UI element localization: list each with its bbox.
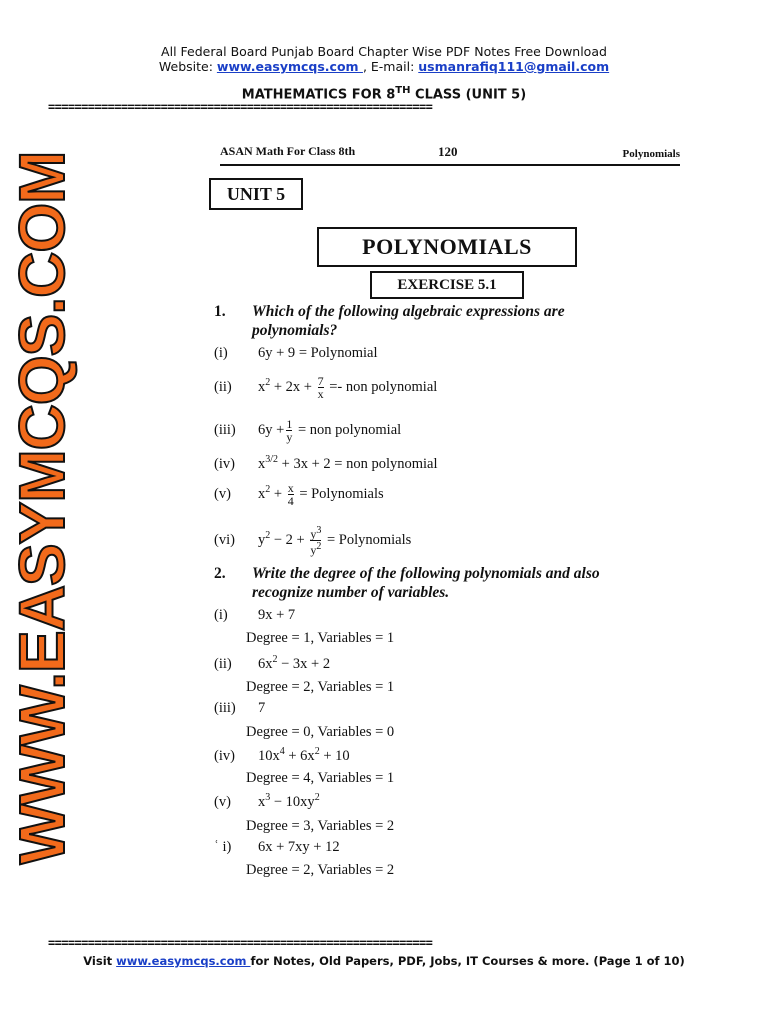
q2-result: Degree = 2, Variables = 2	[246, 862, 395, 878]
website-label: Website:	[158, 59, 217, 74]
item-label: ʿ i)	[214, 839, 232, 855]
unit-box: UNIT 5	[209, 178, 303, 210]
q1-item: (vi) $y^2 - 2$ + $\frac{y^3}{y^2}$ = Polynomials	[214, 525, 412, 557]
q2-result: Degree = 3, Variables = 2	[246, 818, 395, 834]
question-text-cont: recognize number of variables.	[252, 584, 450, 601]
fraction: $\frac{x}{4}$	[287, 481, 294, 508]
item-label: (iv)	[214, 455, 235, 472]
q2-result: Degree = 1, Variables = 1	[246, 630, 395, 646]
q2-result: Degree = 0, Variables = 0	[246, 724, 395, 740]
item-expression: 6x + 7xy + 12	[258, 839, 340, 855]
q2-item: (ii) $6x^2 - 3x + 2$	[214, 654, 331, 672]
fraction: $\frac{y^3}{y^2}$	[310, 525, 322, 557]
item-answer: =- non polynomial	[329, 378, 438, 395]
item-answer: = Polynomial	[298, 345, 378, 361]
question-number: 1.	[214, 303, 226, 320]
item-expression: x	[258, 378, 266, 395]
bottom-divider: ==========================================================	[48, 936, 433, 950]
question-1	[214, 302, 684, 340]
q1-item: (ii) $x^2 + 2x$ + $\frac{7}{x}$ =- non polynomial	[214, 374, 438, 401]
item-label: (v)	[214, 793, 231, 810]
q2-item	[214, 607, 295, 624]
item-label: (i)	[214, 345, 228, 361]
question-2	[214, 564, 684, 602]
q1-item	[214, 345, 377, 362]
top-divider: ==========================================================	[48, 100, 433, 114]
item-label: (i)	[214, 607, 228, 623]
item-label: (v)	[214, 485, 231, 502]
question-text: Which of the following algebraic expressions are	[252, 303, 565, 320]
q2-result: Degree = 2, Variables = 1	[246, 679, 395, 695]
item-answer: = Polynomials	[299, 485, 384, 502]
email-label: , E-mail:	[362, 59, 419, 74]
title-text-end: CLASS (UNIT 5)	[410, 87, 527, 103]
q1-item	[214, 418, 401, 443]
fraction: $\frac{1}{y}$	[286, 417, 293, 444]
scanned-page	[200, 130, 690, 900]
item-expression: 7	[258, 700, 266, 716]
exercise-box: EXERCISE 5.1	[370, 271, 524, 299]
question-text: Write the degree of the following polynomials and also	[252, 565, 600, 582]
q2-item: (iv) $10x^4 + 6x^2 + 10$	[214, 746, 350, 764]
footer	[0, 954, 768, 968]
q1-item: (iv) $x^{3/2} + 3x + 2$ = non polynomial	[214, 454, 438, 472]
email-link[interactable]: usmanrafiq111@gmail.com	[418, 59, 610, 74]
q2-result: Degree = 4, Variables = 1	[246, 770, 395, 786]
item-label: (ii)	[214, 655, 232, 672]
question-number: 2.	[214, 565, 226, 582]
website-link[interactable]: www.easymcqs.com	[216, 59, 363, 74]
header-line-1: All Federal Board Punjab Board Chapter Wise PDF Notes Free Download	[161, 44, 607, 59]
item-label: (ii)	[214, 378, 232, 395]
item-label: (iii)	[214, 700, 236, 716]
q2-item	[214, 839, 340, 856]
q1-item: (v) $x^2$ + $\frac{x}{4}$ = Polynomials	[214, 481, 384, 508]
item-answer: = non polynomial	[297, 421, 402, 438]
question-text-cont: polynomials?	[252, 322, 338, 339]
footer-link[interactable]: www.easymcqs.com	[116, 954, 251, 968]
item-expression: 9x + 7	[258, 607, 296, 623]
item-answer: = Polynomials	[326, 531, 412, 548]
footer-text: for Notes, Old Papers, PDF, Jobs, IT Courses & more. (Page 1 of 10)	[250, 954, 685, 968]
item-expression: 6x	[258, 655, 273, 672]
item-expression: 6y + 9	[258, 345, 296, 361]
item-label: (iii)	[214, 421, 236, 438]
watermark: WWW.EASYMCQS.COM	[6, 151, 78, 865]
fraction: $\frac{7}{x}$	[317, 374, 324, 401]
item-label: (iv)	[214, 747, 235, 764]
item-expression: x	[258, 485, 266, 502]
item-label: (vi)	[214, 531, 235, 548]
running-head-left: ASAN Math For Class 8th	[220, 144, 356, 158]
title-superscript: TH	[395, 85, 411, 96]
page-number: 120	[438, 144, 458, 159]
q2-item: (v) $x^3 - 10xy^2$	[214, 792, 320, 810]
item-expression: 10x	[258, 747, 280, 764]
running-head	[220, 142, 680, 166]
title-text: MATHEMATICS FOR 8	[241, 87, 396, 103]
q2-item	[214, 700, 265, 717]
header-contact-line	[0, 59, 768, 74]
item-expression: 6y +	[258, 421, 285, 438]
item-expression: x	[258, 455, 266, 472]
item-answer: = non polynomial	[334, 455, 438, 472]
running-head-right: Polynomials	[622, 148, 680, 160]
item-expression: y	[258, 531, 266, 548]
chapter-title-box: POLYNOMIALS	[317, 227, 577, 267]
item-expression: x	[258, 793, 266, 810]
footer-visit: Visit	[83, 954, 117, 968]
